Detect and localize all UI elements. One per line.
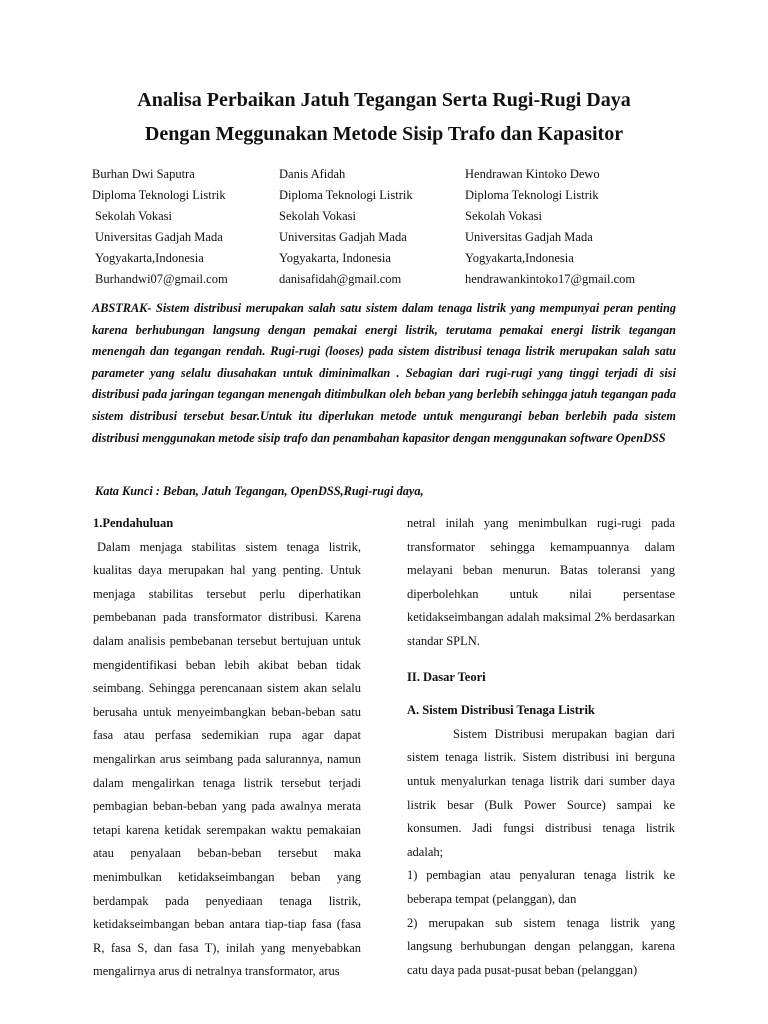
author-1 — [92, 164, 228, 290]
author-location: Yogyakarta,Indonesia — [95, 251, 204, 265]
author-university: Universitas Gadjah Mada — [279, 230, 407, 244]
author-school: Sekolah Vokasi — [465, 209, 542, 223]
author-email: danisafidah@gmail.com — [279, 272, 402, 286]
left-column — [93, 512, 361, 984]
section-heading-pendahuluan: 1.Pendahuluan — [93, 516, 174, 530]
author-program: Diploma Teknologi Listrik — [465, 188, 599, 202]
body-paragraph-continuation: netral inilah yang menimbulkan rugi-rugi pada transformator sehingga kemampuannya dalam melayani beban menurun. Batas toleransi yang diperbolehkan untuk nilai persentase ketidakseimbangan adalah maksimal 2% berdasarkan standar SPLN. — [407, 516, 675, 648]
author-name: Danis Afidah — [279, 167, 346, 181]
list-item: 1) pembagian atau penyaluran tenaga listrik ke beberapa tempat (pelanggan), dan — [407, 868, 675, 906]
author-name: Hendrawan Kintoko Dewo — [465, 167, 600, 181]
author-school: Sekolah Vokasi — [279, 209, 356, 223]
subsection-paragraph: Sistem Distribusi merupakan bagian dari sistem tenaga listrik. Sistem distribusi ini berguna untuk menyalurkan tenaga listrik dari sumber daya listrik besar (Bulk Power Source) sampai ke konsumen. Jadi fungsi distribusi tenaga listrik adalah; — [407, 726, 675, 859]
keywords: Kata Kunci : Beban, Jatuh Tegangan, OpenDSS,Rugi-rugi daya, — [95, 484, 424, 498]
author-email: Burhandwi07@gmail.com — [95, 272, 228, 286]
author-program: Diploma Teknologi Listrik — [279, 188, 413, 202]
author-name: Burhan Dwi Saputra — [92, 167, 195, 181]
right-column — [407, 512, 675, 982]
author-2 — [279, 164, 413, 290]
author-program: Diploma Teknologi Listrik — [92, 188, 226, 202]
list-item: 2) merupakan sub sistem tenaga listrik yang langsung berhubungan dengan pelanggan, karena catu daya pada pusat-pusat beban (pelanggan) — [407, 915, 675, 977]
author-location: Yogyakarta, Indonesia — [279, 251, 391, 265]
author-university: Universitas Gadjah Mada — [465, 230, 593, 244]
author-university: Universitas Gadjah Mada — [95, 230, 223, 244]
body-paragraph: Dalam menjaga stabilitas sistem tenaga listrik, kualitas daya merupakan hal yang penting. Untuk menjaga stabilitas tersebut perlu diperhatikan pembebanan pada transformator distribusi. Karena dalam analisis pembebanan tersebut bertujuan untuk mengidentifikasi beban lebih akibat beban tidak seimbang. Sehingga perencanaan sistem akan selalu berusaha untuk menyeimbangkan beban-beban satu fasa atau perfasa sedemikian rupa agar dapat mengalirkan arus seimbang pada salurannya, namun dalam mengalirkan tenaga listrik tersebut terjadi pembagian beban-beban yang pada awalnya merata tetapi karena ketidak serempakan waktu pemakaian atau penyalaan beban-beban tersebut maka menimbulkan ketidakseimbangan beban yang berdampak pada penyediaan tenaga listrik, ketidakseimbangan beban antara tiap-tiap fasa (fasa R, fasa S, dan fasa T), inilah yang menyebabkan mengalirnya arus di netralnya transformator, arus — [93, 539, 361, 979]
author-3 — [465, 164, 635, 290]
paper-title-line-2: Dengan Meggunakan Metode Sisip Trafo dan Kapasitor — [144, 123, 624, 145]
abstract-text: ABSTRAK- Sistem distribusi merupakan salah satu sistem dalam tenaga listrik yang mempunyai peran penting karena berhubungan langsung dengan pemakai energi listrik, terutama pemakai energi listrik tegangan menengah dan tegangan rendah. Rugi-rugi (looses) pada sistem distribusi tenaga listrik merupakan salah satu parameter yang selalu diusahakan untuk diminimalkan . Sebagian dari rugi-rugi yang tinggi terjadi di sisi distribusi pada jaringan tegangan menengah ditimbulkan oleh beban yang berlebih sehingga jatuh tegangan pada sistem distribusi tersebut besar.Untuk itu diperlukan metode untuk mengurangi beban berlebih pada sistem distribusi menggunakan metode sisip trafo dan penambahan kapasitor dengan menggunakan software OpenDSS — [92, 301, 676, 445]
author-school: Sekolah Vokasi — [95, 209, 172, 223]
author-email: hendrawankintoko17@gmail.com — [465, 272, 636, 286]
subsection-heading: A. Sistem Distribusi Tenaga Listrik — [407, 703, 595, 718]
abstract — [92, 298, 676, 449]
author-location: Yogyakarta,Indonesia — [465, 251, 574, 265]
section-heading-dasar-teori: II. Dasar Teori — [407, 669, 486, 684]
paper-title-line-1: Analisa Perbaikan Jatuh Tegangan Serta Rugi-Rugi Daya — [137, 89, 631, 111]
